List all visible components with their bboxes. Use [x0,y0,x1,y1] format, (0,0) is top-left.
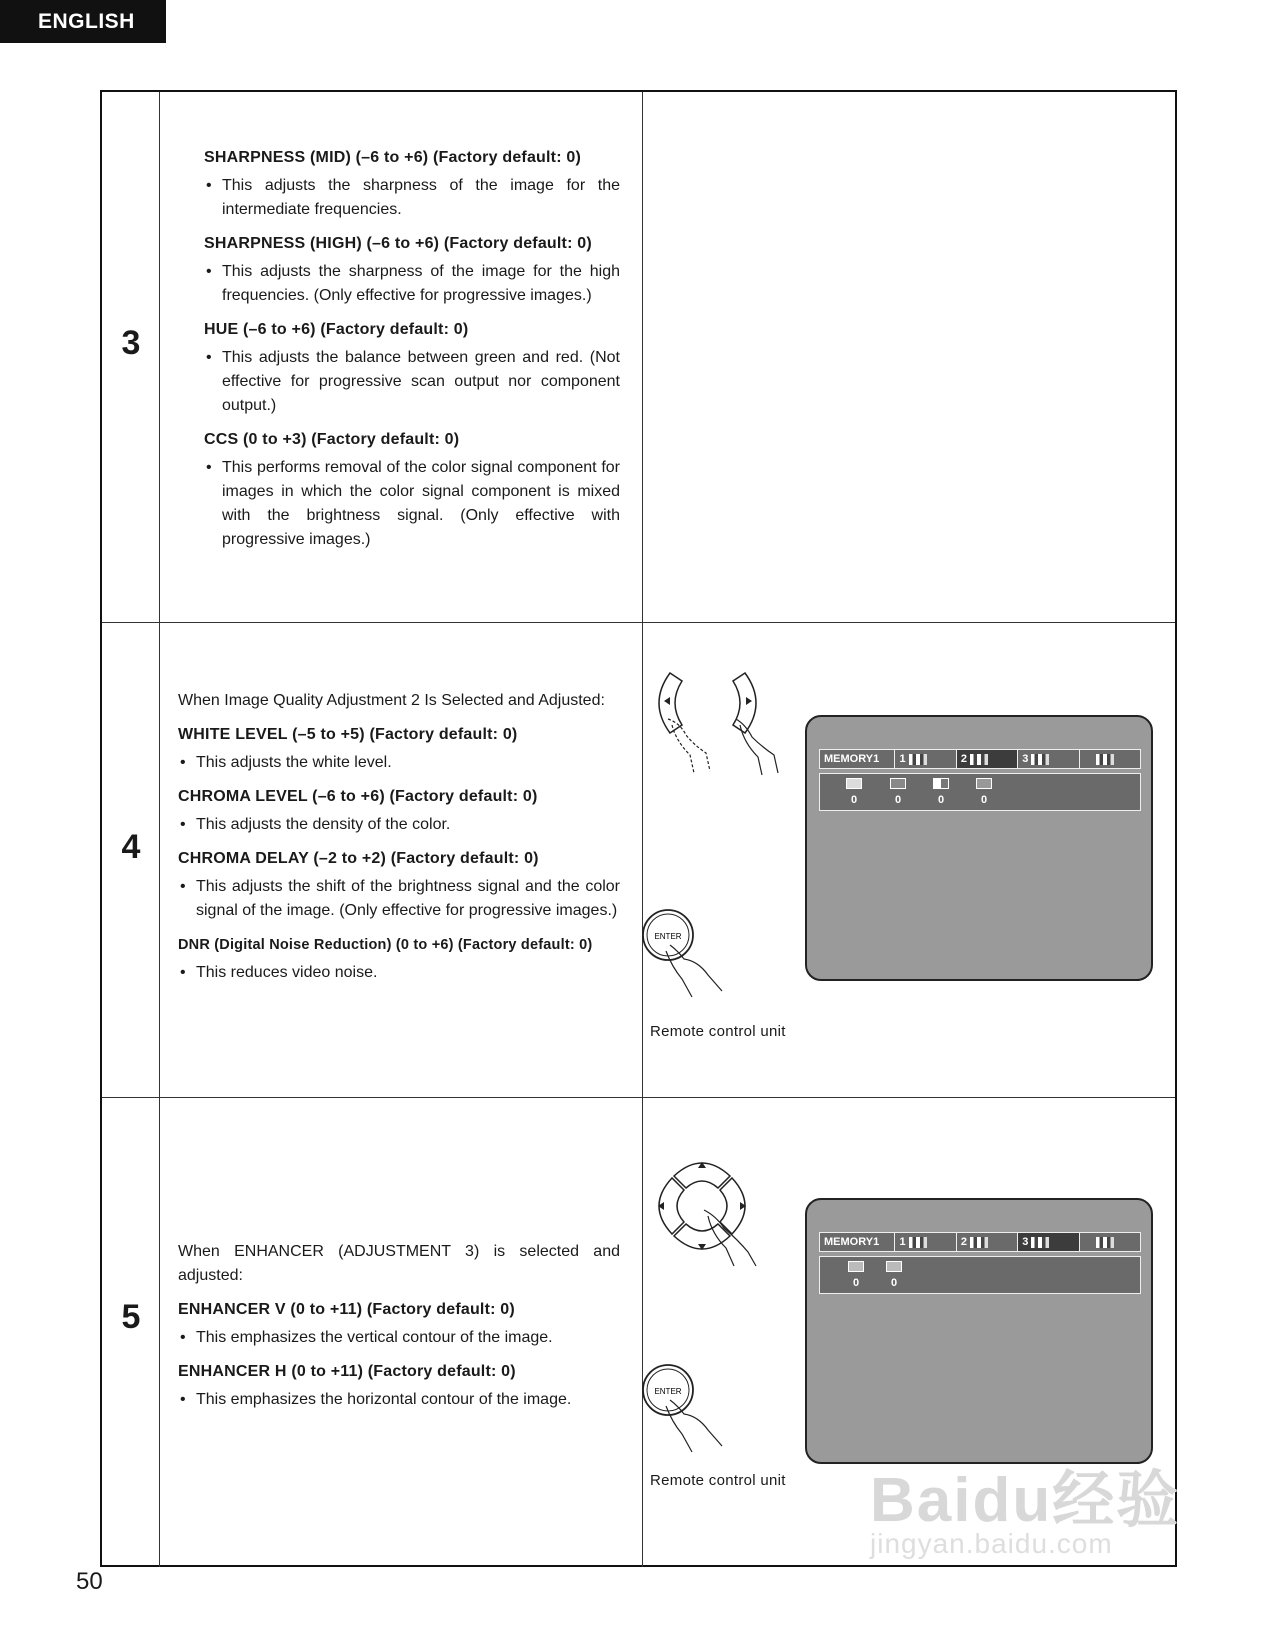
enter-button-illustration [638,1360,748,1470]
white-level-icon [846,778,862,789]
step-number: 5 [121,1298,141,1336]
osd-tab-bars [1080,750,1140,768]
enhancer-v-value: 0 [852,1277,860,1289]
step-intro: When Image Quality Adjustment 2 Is Selected and Adjusted: [178,692,605,709]
osd-screen [805,1198,1153,1464]
setting-description: • This adjusts the sharpness of the image for the intermediate frequencies. [204,174,620,222]
chroma-delay-value: 0 [937,794,945,806]
setting-description: • This emphasizes the vertical contour of the image. [178,1326,620,1350]
setting-heading: WHITE LEVEL (–5 to +5) (Factory default: 0) [178,726,518,743]
enhancer-h-value: 0 [890,1277,898,1289]
osd-tab-2: 2 [957,750,1018,768]
setting-heading: ENHANCER H (0 to +11) (Factory default: 0) [178,1363,516,1380]
dnr-icon [976,778,992,789]
remote-caption: Remote control unit [650,1472,786,1489]
osd-tab-bar [819,749,1141,769]
step-4-text [178,689,620,985]
setting-heading: CHROMA DELAY (–2 to +2) (Factory default: 0) [178,850,539,867]
step-row-3 [102,92,1175,622]
setting-heading: HUE (–6 to +6) (Factory default: 0) [204,321,469,338]
instruction-table [100,90,1177,1567]
chroma-delay-icon [933,778,949,789]
step-5-text [178,1240,620,1412]
setting-description: • This adjusts the white level. [178,751,620,775]
enter-button-illustration [638,905,748,1015]
osd-tab-3: 3 [1018,750,1079,768]
step-row-4 [102,622,1175,1097]
osd-tab-memory: MEMORY1 [820,1233,895,1251]
osd-tab-3: 3 [1018,1233,1079,1251]
enter-label: ENTER [654,1387,682,1396]
enhancer-v-icon [848,1261,864,1272]
osd-tab-memory: MEMORY1 [820,750,895,768]
setting-description: • This reduces video noise. [178,961,620,985]
watermark-logo: Baidu经验 [870,1466,1181,1535]
chroma-level-value: 0 [894,794,902,806]
right-button-icon [733,673,756,733]
adjustment-icon [970,1237,988,1248]
setting-heading: CCS (0 to +3) (Factory default: 0) [204,431,460,448]
cursor-pad-illustration [652,1154,802,1274]
setting-description: • This adjusts the density of the color. [178,813,620,837]
adjustment-icon [1031,754,1049,765]
osd-tab-1: 1 [895,1233,956,1251]
setting-description: • This emphasizes the horizontal contour of the image. [178,1388,620,1412]
left-right-buttons-illustration [650,663,800,783]
setting-heading: DNR (Digital Noise Reduction) (0 to +6) (Factory default: 0) [178,937,593,953]
setting-heading: SHARPNESS (HIGH) (–6 to +6) (Factory default: 0) [204,235,592,252]
watermark-url: jingyan.baidu.com [870,1528,1113,1559]
adjustment-icon [909,754,927,765]
setting-description: • This adjusts the shift of the brightness signal and the color signal of the image. (Only effective for progressive images.) [178,875,620,923]
bars-icon [1096,1237,1114,1248]
dnr-value: 0 [980,794,988,806]
chroma-level-icon [890,778,906,789]
enter-label: ENTER [654,932,682,941]
osd-tab-bars [1080,1233,1140,1251]
page-number: 50 [76,1568,103,1595]
adjustment-icon [970,754,988,765]
step-number: 3 [121,324,141,362]
left-button-icon [659,673,682,733]
setting-heading: CHROMA LEVEL (–6 to +6) (Factory default: 0) [178,788,538,805]
language-tab: ENGLISH [0,0,166,43]
setting-description: • This performs removal of the color signal component for images in which the color signal component is mixed with the brightness signal. (Only effective with progressive images.) [204,456,620,552]
setting-heading: SHARPNESS (MID) (–6 to +6) (Factory default: 0) [204,149,582,166]
enhancer-h-icon [886,1261,902,1272]
osd-value-panel [819,1256,1141,1294]
setting-heading: ENHANCER V (0 to +11) (Factory default: 0) [178,1301,515,1318]
step-intro: When ENHANCER (ADJUSTMENT 3) is selected and adjusted: [178,1243,620,1284]
step-number: 4 [121,828,141,866]
remote-caption: Remote control unit [650,1023,786,1040]
osd-tab-bar [819,1232,1141,1252]
adjustment-icon [1031,1237,1049,1248]
osd-screen [805,715,1153,981]
setting-description: • This adjusts the sharpness of the image for the high frequencies. (Only effective for progressive images.) [204,260,620,308]
bars-icon [1096,754,1114,765]
white-level-value: 0 [850,794,858,806]
adjustment-icon [909,1237,927,1248]
osd-value-panel [819,773,1141,811]
setting-description: • This adjusts the balance between green and red. (Not effective for progressive scan output nor component output.) [204,346,620,418]
osd-tab-1: 1 [895,750,956,768]
step-3-text [204,136,620,552]
osd-tab-2: 2 [957,1233,1018,1251]
